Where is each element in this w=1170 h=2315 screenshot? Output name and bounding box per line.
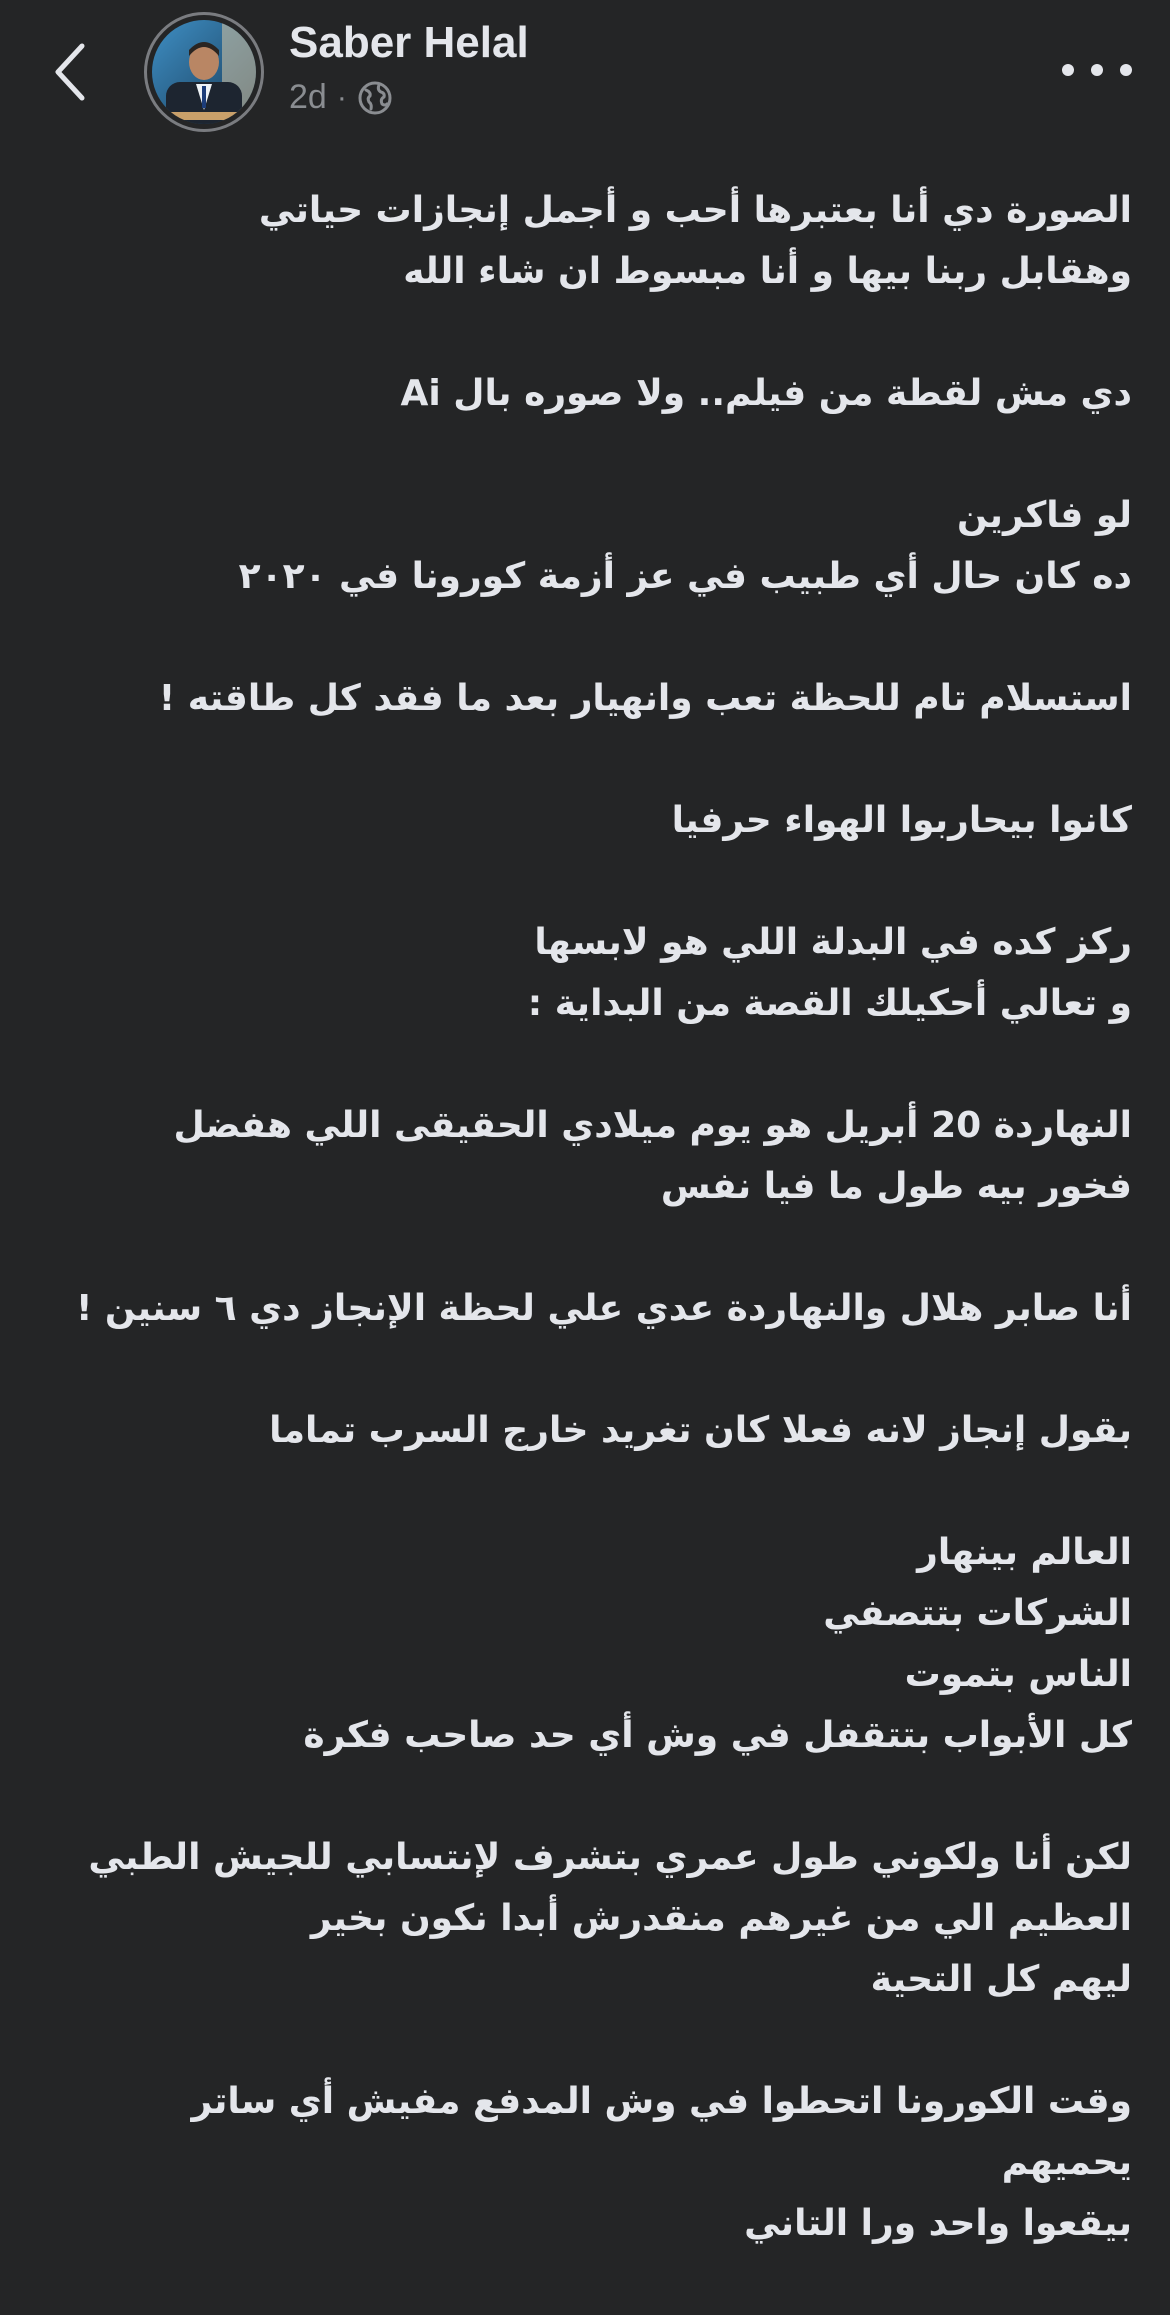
post-paragraph bbox=[40, 1278, 1132, 1339]
post-paragraph bbox=[40, 1095, 1132, 1217]
post-text-line: الصورة دي أنا بعتبرها أحب و أجمل إنجازات حياتي bbox=[258, 190, 1132, 231]
post-text-line: كل الأبواب بتتقفل في وش أي حد صاحب فكرة bbox=[303, 1715, 1132, 1756]
post-paragraph bbox=[40, 790, 1132, 851]
post-text-line: أنا صابر هلال والنهاردة عدي علي لحظة الإنجاز دي ٦ سنين ! bbox=[75, 1288, 1132, 1329]
post-text-line: الشركات بتتصفي bbox=[823, 1593, 1132, 1634]
post-text-line: وقت الكورونا اتحطوا في وش المدفع مفيش أي ساتر bbox=[191, 2081, 1132, 2122]
post-paragraph bbox=[40, 485, 1132, 607]
post-text-line: ركز كده في البدلة اللي هو لابسها bbox=[534, 922, 1132, 963]
avatar-photo bbox=[152, 20, 256, 124]
more-options-button[interactable] bbox=[1062, 50, 1132, 90]
post-text-line: العظيم الي من غيرهم منقدرش أبدا نكون بخير bbox=[310, 1898, 1132, 1939]
post-paragraph bbox=[40, 2071, 1132, 2254]
post-header bbox=[0, 0, 1170, 150]
post-text-line: لو فاكرين bbox=[957, 495, 1132, 536]
post-text-line: وهقابل ربنا بيها و أنا مبسوط ان شاء الله bbox=[403, 251, 1132, 292]
post-text-line: و تعالي أحكيلك القصة من البداية : bbox=[527, 983, 1132, 1024]
post-text bbox=[40, 180, 1132, 2315]
post-text-line: فخور بيه طول ما فيا نفس bbox=[660, 1166, 1132, 1207]
post-text-line: بقول إنجاز لانه فعلا كان تغريد خارج السرب تماما bbox=[269, 1410, 1132, 1451]
post-text-line: ليهم كل التحية bbox=[870, 1959, 1132, 2000]
post-paragraph bbox=[40, 363, 1132, 424]
post-paragraph bbox=[40, 1827, 1132, 2010]
author-name[interactable]: Saber Helal bbox=[289, 18, 529, 67]
post-text-line: كانوا بيحاربوا الهواء حرفيا bbox=[671, 800, 1132, 841]
globe-icon bbox=[357, 80, 393, 116]
post-text-line: ده كان حال أي طبيب في عز أزمة كورونا في ٢٠٢٠ bbox=[238, 556, 1132, 597]
post-paragraph bbox=[40, 912, 1132, 1034]
more-dot bbox=[1091, 64, 1103, 76]
back-button[interactable] bbox=[40, 34, 100, 110]
post-text-line: الناس بتموت bbox=[904, 1654, 1132, 1695]
post-text-line: النهاردة 20 أبريل هو يوم ميلادي الحقيقى اللي هفضل bbox=[173, 1105, 1132, 1146]
post-meta bbox=[289, 78, 393, 117]
chevron-left-icon bbox=[52, 42, 88, 102]
post-timestamp[interactable]: 2d bbox=[289, 78, 327, 116]
meta-separator: · bbox=[336, 80, 347, 114]
avatar[interactable] bbox=[144, 12, 264, 132]
post-text-line: استسلام تام للحظة تعب وانهيار بعد ما فقد كل طاقته ! bbox=[158, 678, 1132, 719]
more-horizontal-icon bbox=[1062, 64, 1074, 76]
post-text-line: دي مش لقطة من فيلم.. ولا صوره بال Ai bbox=[400, 373, 1132, 414]
post-paragraph bbox=[40, 668, 1132, 729]
post-paragraph bbox=[40, 1522, 1132, 1766]
post-text-line: العالم بينهار bbox=[917, 1532, 1132, 1573]
post-paragraph bbox=[40, 180, 1132, 302]
post-text-line: يحميهم bbox=[1001, 2142, 1132, 2183]
post-paragraph bbox=[40, 1400, 1132, 1461]
more-dot bbox=[1120, 64, 1132, 76]
post-text-line: لكن أنا ولكوني طول عمري بتشرف لإنتسابي للجيش الطبي bbox=[88, 1837, 1132, 1878]
post-text-line: بيقعوا واحد ورا التاني bbox=[744, 2203, 1132, 2244]
